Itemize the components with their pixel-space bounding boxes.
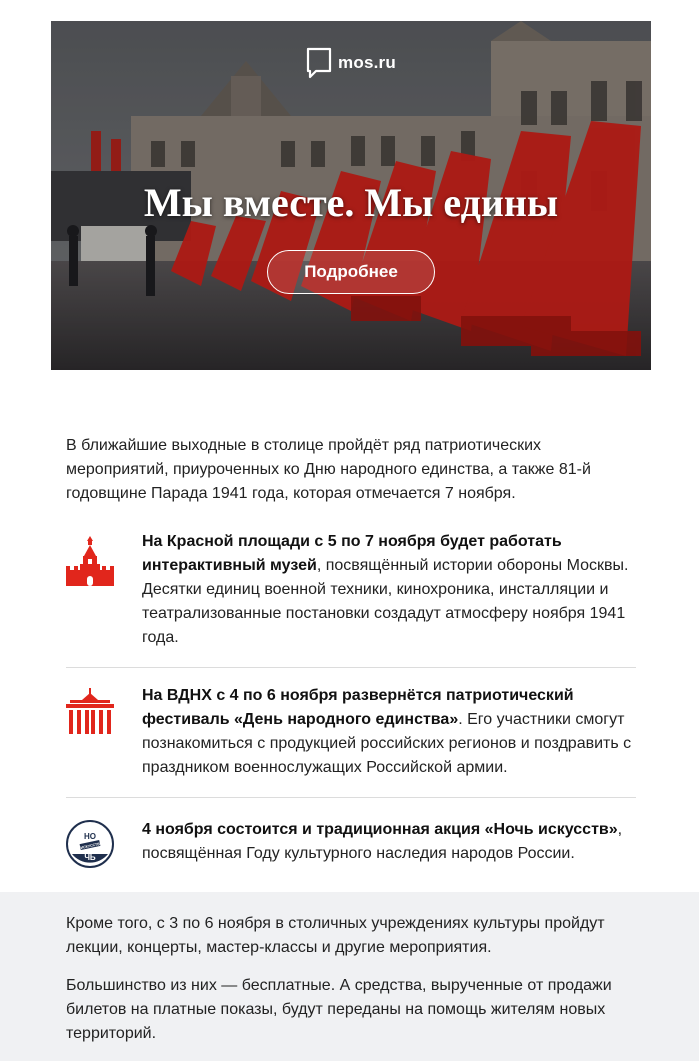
item-rest: , посвящённая Году культурного наследия народов России. — [142, 821, 623, 862]
item-text — [142, 818, 636, 866]
hero-banner[interactable] — [51, 21, 651, 370]
footer-paragraph-1: Кроме того, с 3 по 6 ноября в столичных учреждениях культуры пройдут лекции, концерты, мастер-классы и другие мероприятия. — [66, 915, 605, 956]
mosru-logo[interactable] — [51, 47, 651, 79]
icon-text-band: ИСКУССТВ — [80, 841, 101, 850]
item-text — [142, 684, 636, 780]
footer-paragraph-2: Большинство из них — бесплатные. А средства, вырученные от продажи билетов на платные показы, будут переданы на помощь жителям новых территорий. — [66, 977, 612, 1042]
icon-text-top: НО — [84, 832, 96, 841]
icon-text-bottom: ЧЬ — [84, 853, 96, 862]
details-button[interactable]: Подробнее — [267, 250, 435, 294]
item-bold: 4 ноября состоится и традиционная акция «Ночь искусств» — [142, 821, 618, 838]
speech-bubble-icon — [306, 47, 332, 79]
kremlin-tower-icon — [66, 534, 114, 586]
list-item — [66, 818, 636, 870]
divider — [66, 797, 636, 798]
logo-text: mos.ru — [338, 53, 396, 72]
item-rest: . Его участники смогут познакомиться с продукцией российских регионов и поздравить с праздником военнослужащих Российской армии. — [142, 711, 632, 776]
item-bold: На Красной площади с 5 по 7 ноября будет работать интерактивный музей — [142, 533, 562, 574]
footer-block — [0, 892, 699, 1061]
night-of-arts-icon — [66, 818, 114, 870]
vdnh-arch-icon — [66, 686, 114, 738]
item-text — [142, 530, 636, 650]
intro-paragraph: В ближайшие выходные в столице пройдёт ряд патриотических мероприятий, приуроченных ко Дню народного единства, а также 81-й годовщине Парада 1941 года, которая отмечается 7 ноября. — [66, 437, 591, 502]
item-rest: , посвящённый истории обороны Москвы. Десятки единиц военной техники, кинохроника, инсталляции и театрализованные постановки создадут атмосферу ноября 1941 года. — [142, 557, 629, 646]
list-item — [66, 684, 636, 780]
hero-title: Мы вместе. Мы едины — [143, 180, 559, 225]
divider — [66, 667, 636, 668]
list-item — [66, 530, 636, 650]
item-bold: На ВДНХ с 4 по 6 ноября развернётся патриотический фестиваль «День народного единства» — [142, 687, 574, 728]
